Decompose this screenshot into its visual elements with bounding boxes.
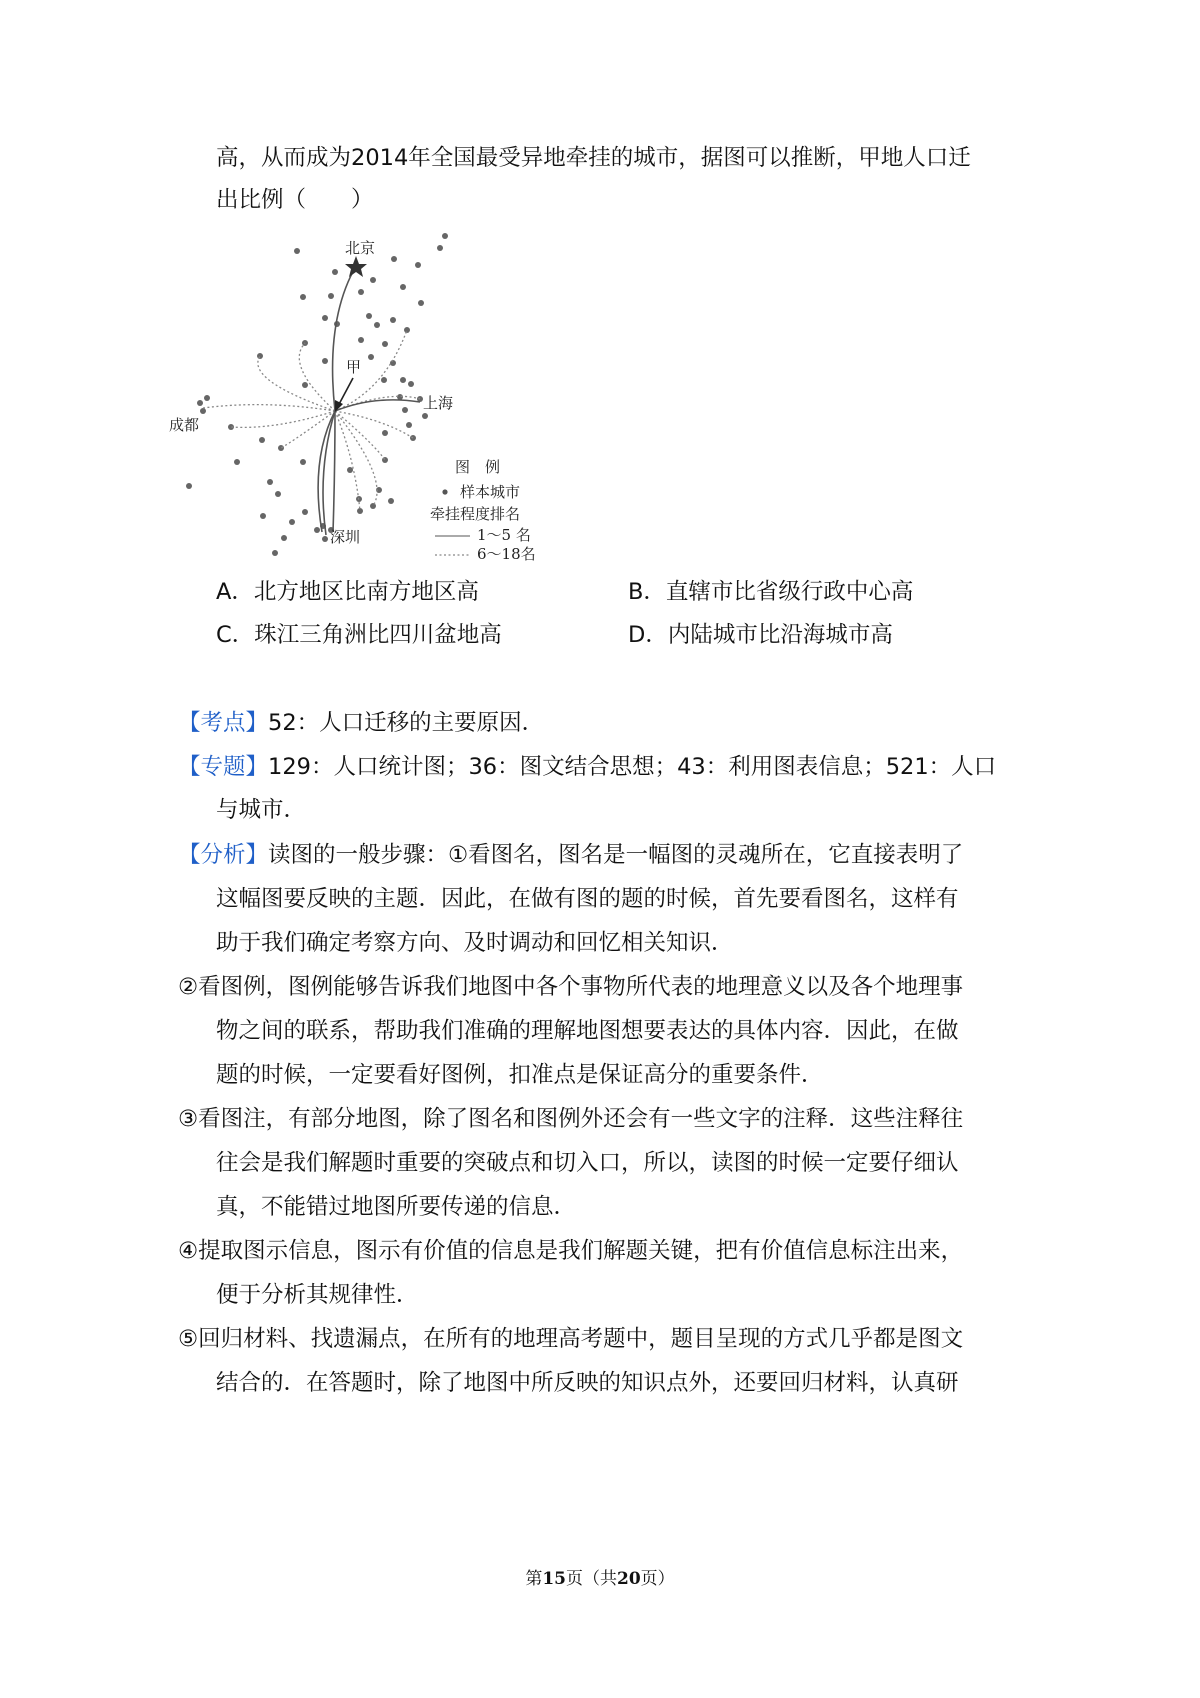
label-chengdu: 成都 xyxy=(169,416,200,434)
fenxi-line-3: 助于我们确定考察方向、及时调动和回忆相关知识． xyxy=(216,930,734,956)
zhuanti-tag: 【专题】 xyxy=(178,754,269,780)
migration-map xyxy=(169,239,595,620)
footer-mid: 页（共 xyxy=(566,1569,617,1589)
zhuanti-line-1 xyxy=(178,752,996,782)
question-line-2: 出比例（ ） xyxy=(216,187,374,213)
step5-line-2: 结合的．在答题时，除了地图中所反映的知识点外，还要回归材料，认真研 xyxy=(216,1370,959,1396)
step3-line-2: 往会是我们解题时重要的突破点和切入口，所以，读图的时候一定要仔细认 xyxy=(216,1150,959,1176)
option-a: A．北方地区比南方地区高 xyxy=(216,579,479,605)
label-beijing: 北京 xyxy=(345,239,376,257)
legend-rank-1-5: 1～5 名 xyxy=(477,526,531,544)
step3-line-1: ③看图注，有部分地图，除了图名和图例外还会有一些文字的注释．这些注释往 xyxy=(178,1106,964,1132)
rank-6-18-lines xyxy=(203,330,420,511)
footer-total-pages: 20 xyxy=(617,1569,641,1589)
step4-line-1: ④提取图示信息，图示有价值的信息是我们解题关键，把有价值信息标注出来， xyxy=(178,1238,964,1264)
legend-dot-icon xyxy=(442,489,447,494)
legend-rank-title: 牵挂程度排名 xyxy=(430,505,521,523)
fenxi-text-1: 读图的一般步骤：①看图名，图名是一幅图的灵魂所在，它直接表明了 xyxy=(268,842,964,868)
footer-prefix: 第 xyxy=(525,1569,543,1589)
sample-city-dots xyxy=(186,233,448,556)
legend-title: 图 例 xyxy=(455,458,501,476)
option-d: D．内陆城市比沿海城市高 xyxy=(628,622,893,648)
rank-1-5-lines xyxy=(318,266,420,535)
label-shenzhen: 深圳 xyxy=(330,528,361,546)
fenxi-line-2: 这幅图要反映的主题．因此，在做有图的题的时候，首先要看图名，这样有 xyxy=(216,886,959,912)
zhuanti-text-1: 129：人口统计图；36：图文结合思想；43：利用图表信息；521：人口 xyxy=(268,754,997,780)
step5-line-1: ⑤回归材料、找遗漏点，在所有的地理高考题中，题目呈现的方式几乎都是图文 xyxy=(178,1326,964,1352)
map-legend xyxy=(430,458,536,563)
step2-line-1: ②看图例，图例能够告诉我们地图中各个事物所代表的地理意义以及各个地理事 xyxy=(178,974,964,1000)
legend-rank-6-18: 6～18名 xyxy=(477,545,536,563)
kaodian-line xyxy=(178,708,544,738)
migration-map-figure xyxy=(169,239,595,620)
label-jia: 甲 xyxy=(346,358,362,376)
step2-line-3: 题的时候，一定要看好图例，扣准点是保证高分的重要条件． xyxy=(216,1062,824,1088)
kaodian-text: 52：人口迁移的主要原因． xyxy=(268,710,545,736)
legend-sample-city: 样本城市 xyxy=(460,483,521,501)
option-b: B．直辖市比省级行政中心高 xyxy=(628,579,914,605)
kaodian-tag: 【考点】 xyxy=(178,710,269,736)
footer-suffix: 页） xyxy=(640,1569,675,1589)
option-c: C．珠江三角洲比四川盆地高 xyxy=(216,622,502,648)
step2-line-2: 物之间的联系，帮助我们准确的理解地图想要表达的具体内容．因此，在做 xyxy=(216,1018,959,1044)
zhuanti-line-2: 与城市． xyxy=(216,797,307,823)
step3-line-3: 真，不能错过地图所要传递的信息． xyxy=(216,1194,577,1220)
page-footer xyxy=(0,1564,1200,1589)
footer-page-number: 15 xyxy=(542,1569,566,1589)
step4-line-2: 便于分析其规律性． xyxy=(216,1282,419,1308)
fenxi-tag: 【分析】 xyxy=(178,842,269,868)
beijing-star-icon xyxy=(345,256,367,277)
question-line-1: 高，从而成为2014年全国最受异地牵挂的城市，据图可以推断，甲地人口迁 xyxy=(216,145,971,171)
label-shanghai: 上海 xyxy=(423,394,454,412)
fenxi-line-1 xyxy=(178,840,963,870)
